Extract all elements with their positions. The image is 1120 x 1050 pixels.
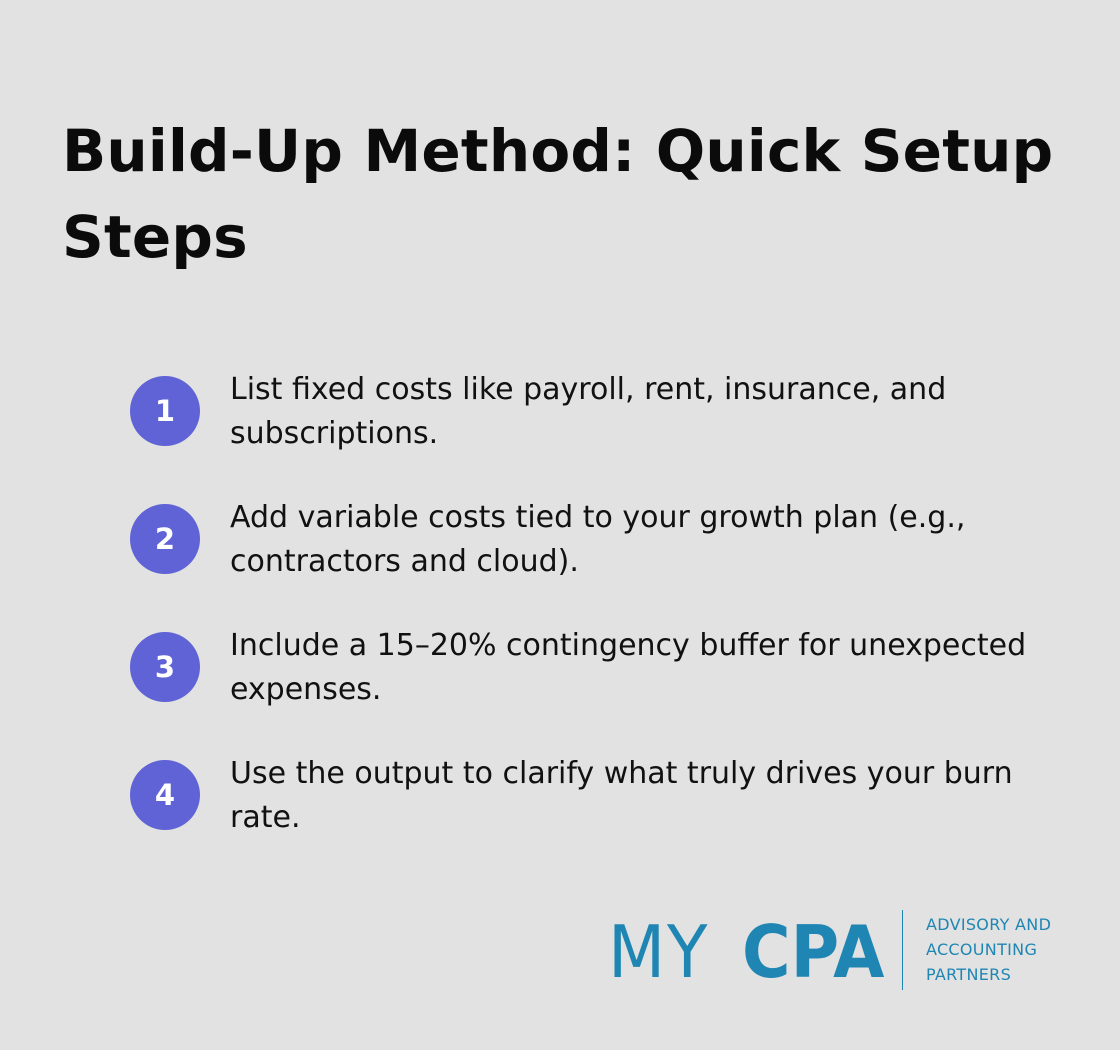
step-number-badge: 4: [130, 760, 200, 830]
page-title: Build-Up Method: Quick Setup Steps: [62, 117, 1054, 271]
logo-name-bold: CPA: [742, 910, 885, 994]
step-item: [130, 368, 1050, 496]
mycpa-logo: [608, 906, 1078, 996]
steps-list: [130, 368, 1050, 880]
step-item: [130, 496, 1050, 624]
step-number-badge: 2: [130, 504, 200, 574]
logo-divider: [902, 910, 903, 990]
logo-tagline-line: ACCOUNTING: [926, 940, 1038, 959]
step-text: Add variable costs tied to your growth plan (e.g., contractors and cloud).: [230, 500, 966, 579]
step-number-badge: 3: [130, 632, 200, 702]
logo-tagline: [926, 912, 1051, 987]
step-item: [130, 752, 1050, 880]
step-number-badge: 1: [130, 376, 200, 446]
logo-tagline-line: PARTNERS: [926, 965, 1012, 984]
step-text: Include a 15–20% contingency buffer for unexpected expenses.: [230, 628, 1027, 707]
logo-name-light: MY: [608, 910, 710, 994]
logo-tagline-line: ADVISORY AND: [926, 915, 1052, 934]
step-item: [130, 624, 1050, 752]
step-text: Use the output to clarify what truly drives your burn rate.: [230, 756, 1013, 835]
step-text: List fixed costs like payroll, rent, insurance, and subscriptions.: [230, 372, 947, 451]
